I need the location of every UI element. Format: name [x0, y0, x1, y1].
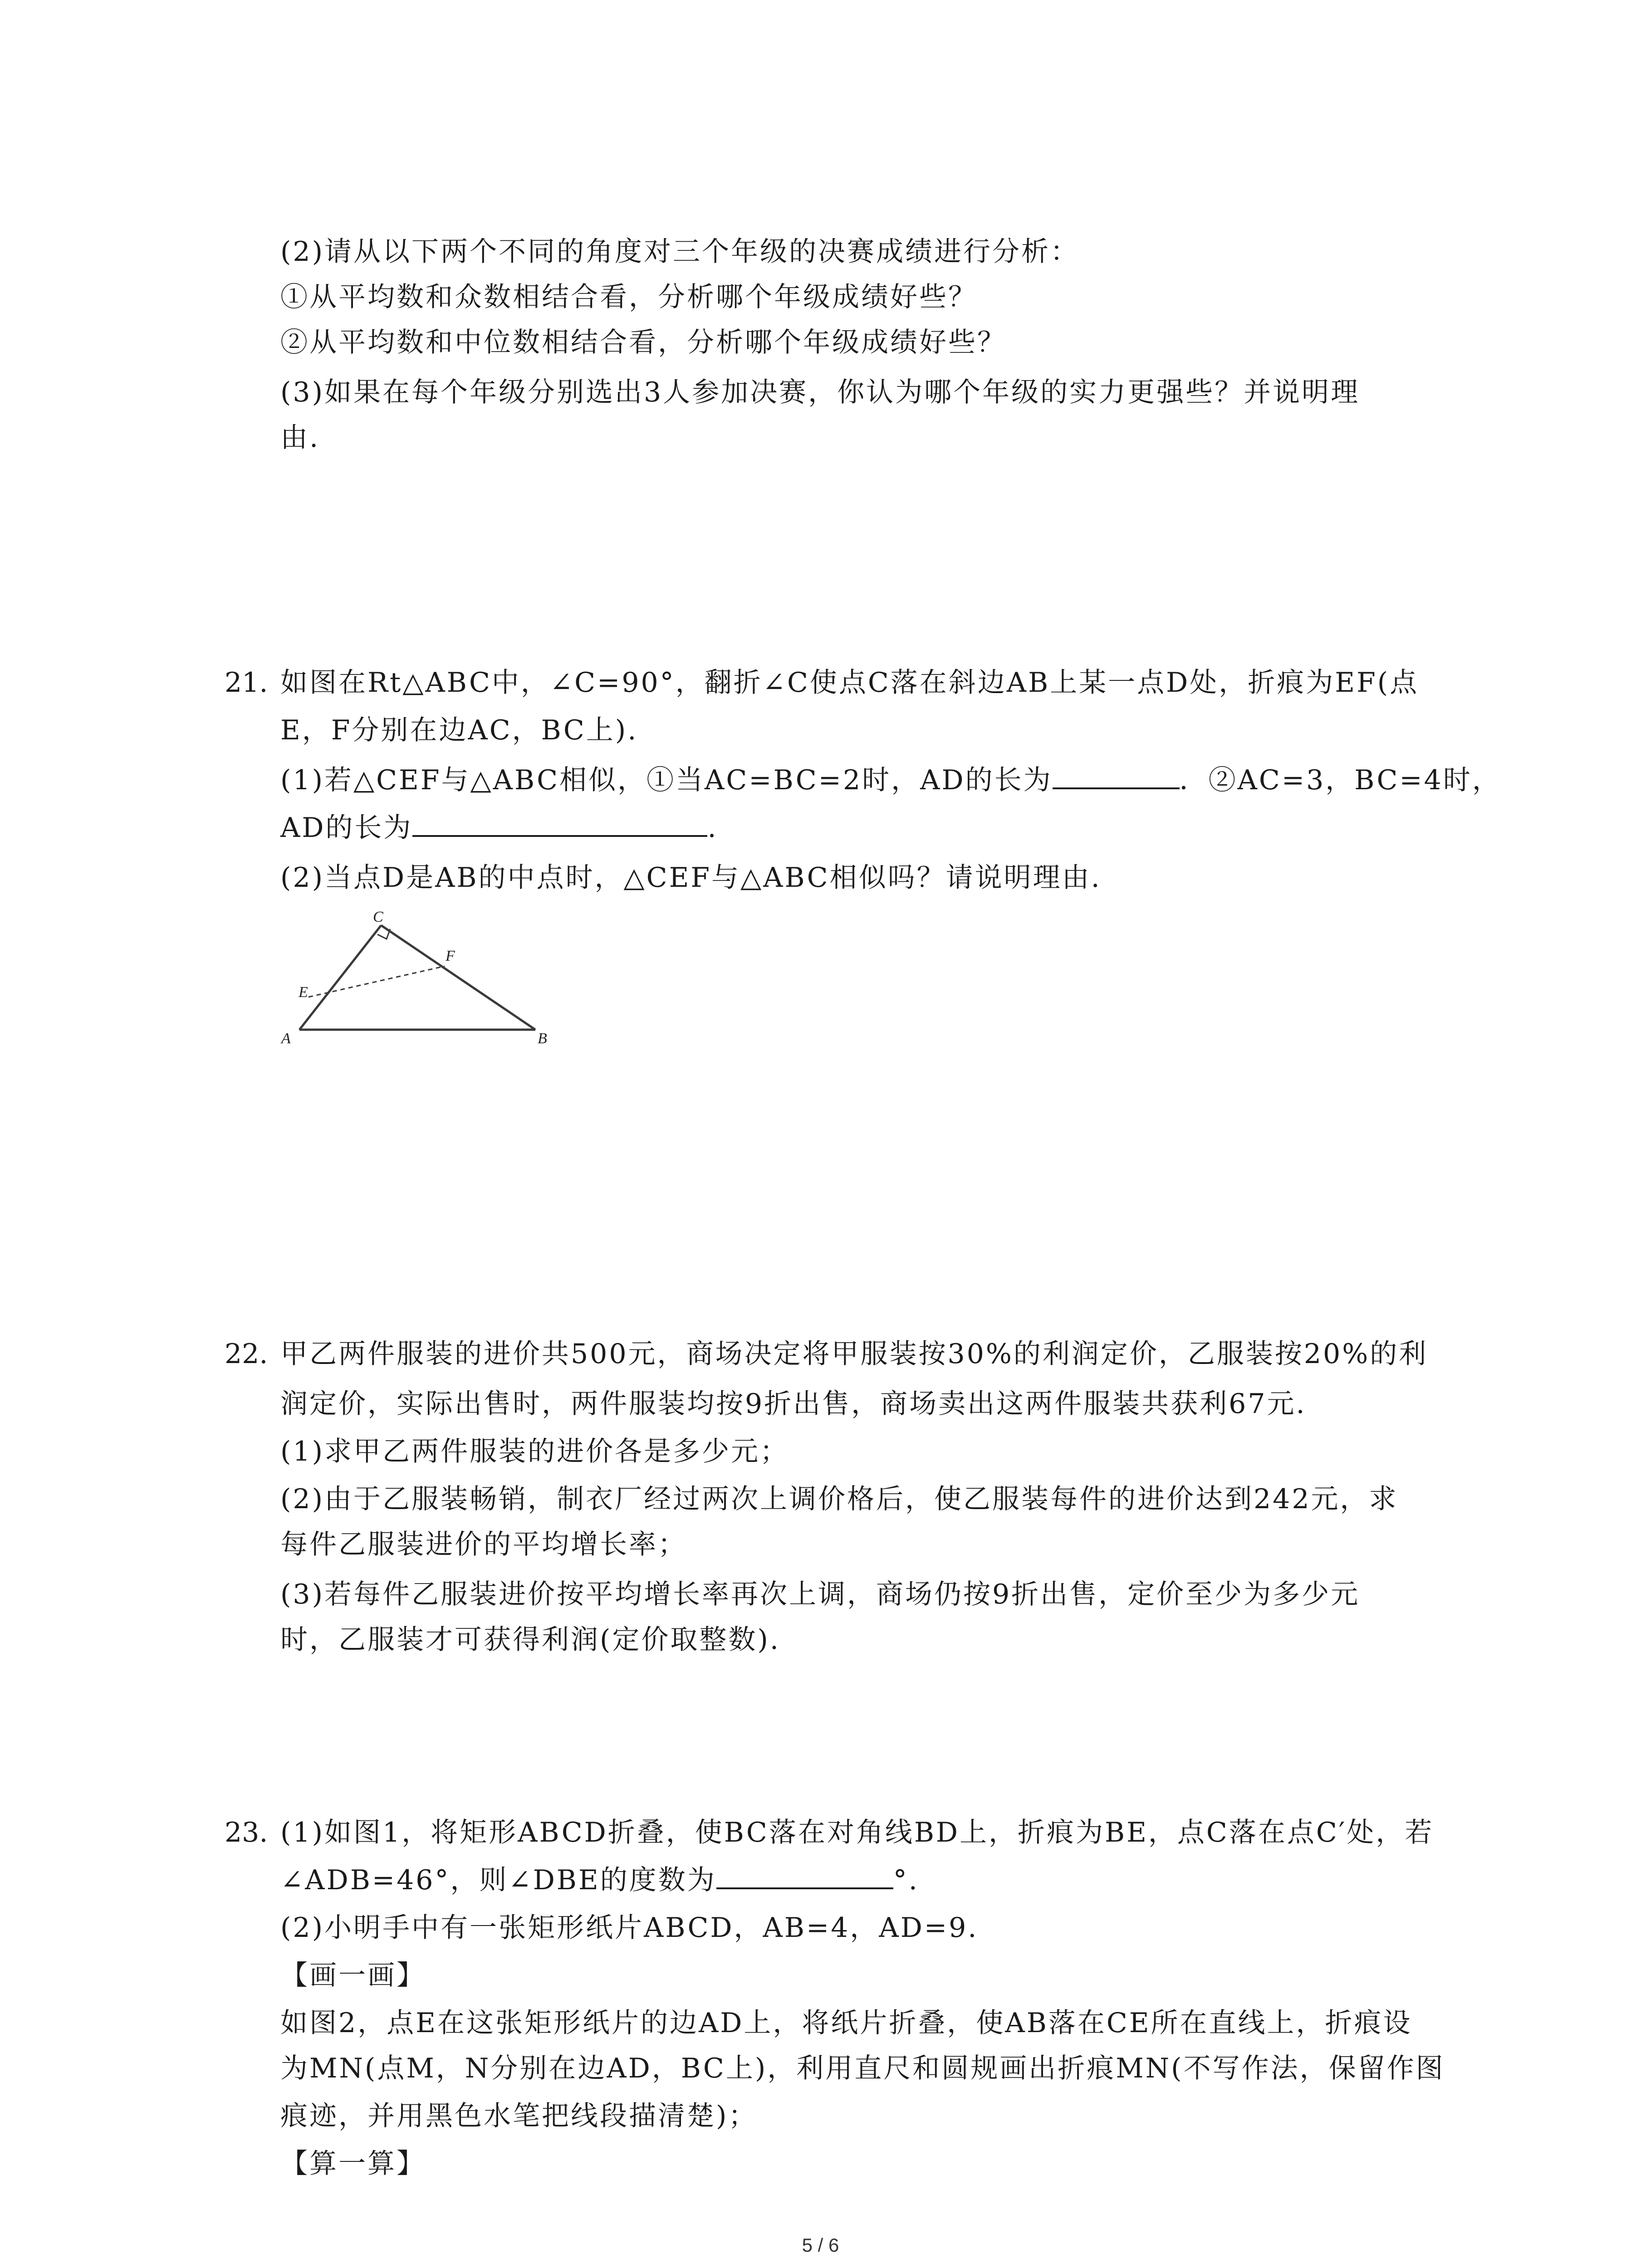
q21-triangle-figure	[272, 903, 590, 1052]
label-c: C	[373, 909, 383, 925]
q23-line-3: (2)小明手中有一张矩形纸片ABCD，AB=4，AD=9.	[280, 1912, 979, 1944]
q23-line-6: 为MN(点M，N分别在边AD，BC上)，利用直尺和圆规画出折痕MN(不写作法，保留作图	[280, 2053, 1445, 2084]
q21-line-4-text-b: .	[707, 812, 718, 844]
side-cb	[381, 925, 535, 1030]
q20-line-3: ②从平均数和中位数相结合看，分析哪个年级成绩好些？	[280, 327, 1006, 358]
q20-line-4: (3)如果在每个年级分别选出3人参加决赛，你认为哪个年级的实力更强些？并说明理	[280, 376, 1360, 408]
q23-line-2-text-a: ∠ADB=46°，则∠DBE的度数为	[280, 1864, 716, 1896]
q23-number: 23.	[225, 1817, 268, 1848]
q22-number: 22.	[225, 1338, 268, 1370]
q22-line-1: 甲乙两件服装的进价共500元，商场决定将甲服装按30%的利润定价，乙服装按20%的利	[280, 1338, 1428, 1370]
q20-line-1: (2)请从以下两个不同的角度对三个年级的决赛成绩进行分析：	[280, 236, 1079, 268]
q20-line-5: 由.	[280, 422, 320, 454]
q22-line-3: (1)求甲乙两件服装的进价各是多少元；	[280, 1436, 789, 1467]
q22-line-2: 润定价，实际出售时，两件服装均按9折出售，商场卖出这两件服装共获利67元.	[280, 1388, 1307, 1420]
q21-line-2: E，F分别在边AC，BC上).	[280, 714, 638, 746]
q21-line-5: (2)当点D是AB的中点时，△CEF与△ABC相似吗？请说明理由.	[280, 862, 1102, 894]
q22-line-4: (2)由于乙服装畅销，制衣厂经过两次上调价格后，使乙服装每件的进价达到242元，求	[280, 1483, 1398, 1515]
q21-number: 21.	[225, 667, 268, 699]
label-a: A	[281, 1030, 291, 1047]
label-b: B	[538, 1030, 547, 1047]
q21-answer-blank-2	[412, 810, 707, 837]
q23-heading-draw: 【画一画】	[280, 1960, 426, 1991]
q21-answer-blank-1	[1053, 762, 1180, 789]
label-e: E	[299, 984, 308, 1001]
q22-line-7: 时，乙服装才可获得利润(定价取整数).	[280, 1624, 780, 1656]
q23-line-5: 如图2，点E在这张矩形纸片的边AD上，将纸片折叠，使AB落在CE所在直线上，折痕设	[280, 2007, 1412, 2039]
page-number: 5 / 6	[802, 2234, 839, 2256]
q21-line-1: 如图在Rt△ABC中，∠C=90°，翻折∠C使点C落在斜边AB上某一点D处，折痕为EF(点	[280, 667, 1419, 699]
q21-line-3-text-a: (1)若△CEF与△ABC相似，①当AC=BC=2时，AD的长为	[280, 764, 1053, 796]
q20-line-2: ①从平均数和众数相结合看，分析哪个年级成绩好些？	[280, 281, 977, 313]
side-ca	[299, 925, 381, 1030]
q23-answer-blank	[716, 1862, 893, 1889]
q21-line-3-text-b: ．②AC=3，BC=4时，	[1179, 764, 1501, 796]
q23-heading-calc: 【算一算】	[280, 2148, 426, 2180]
label-f: F	[446, 948, 455, 964]
q22-line-6: (3)若每件乙服装进价按平均增长率再次上调，商场仍按9折出售，定价至少为多少元	[280, 1579, 1360, 1610]
q21-line-4	[280, 810, 718, 846]
q23-line-1: (1)如图1，将矩形ABCD折叠，使BC落在对角线BD上，折痕为BE，点C落在点C′处，若	[280, 1817, 1434, 1848]
q23-line-2-text-b: °.	[893, 1864, 919, 1896]
q21-line-3	[280, 762, 1501, 798]
q23-line-7: 痕迹，并用黑色水笔把线段描清楚)；	[280, 2100, 758, 2132]
q23-line-2	[280, 1862, 919, 1898]
q22-line-5: 每件乙服装进价的平均增长率；	[280, 1529, 687, 1560]
q21-line-4-text-a: AD的长为	[280, 812, 413, 844]
